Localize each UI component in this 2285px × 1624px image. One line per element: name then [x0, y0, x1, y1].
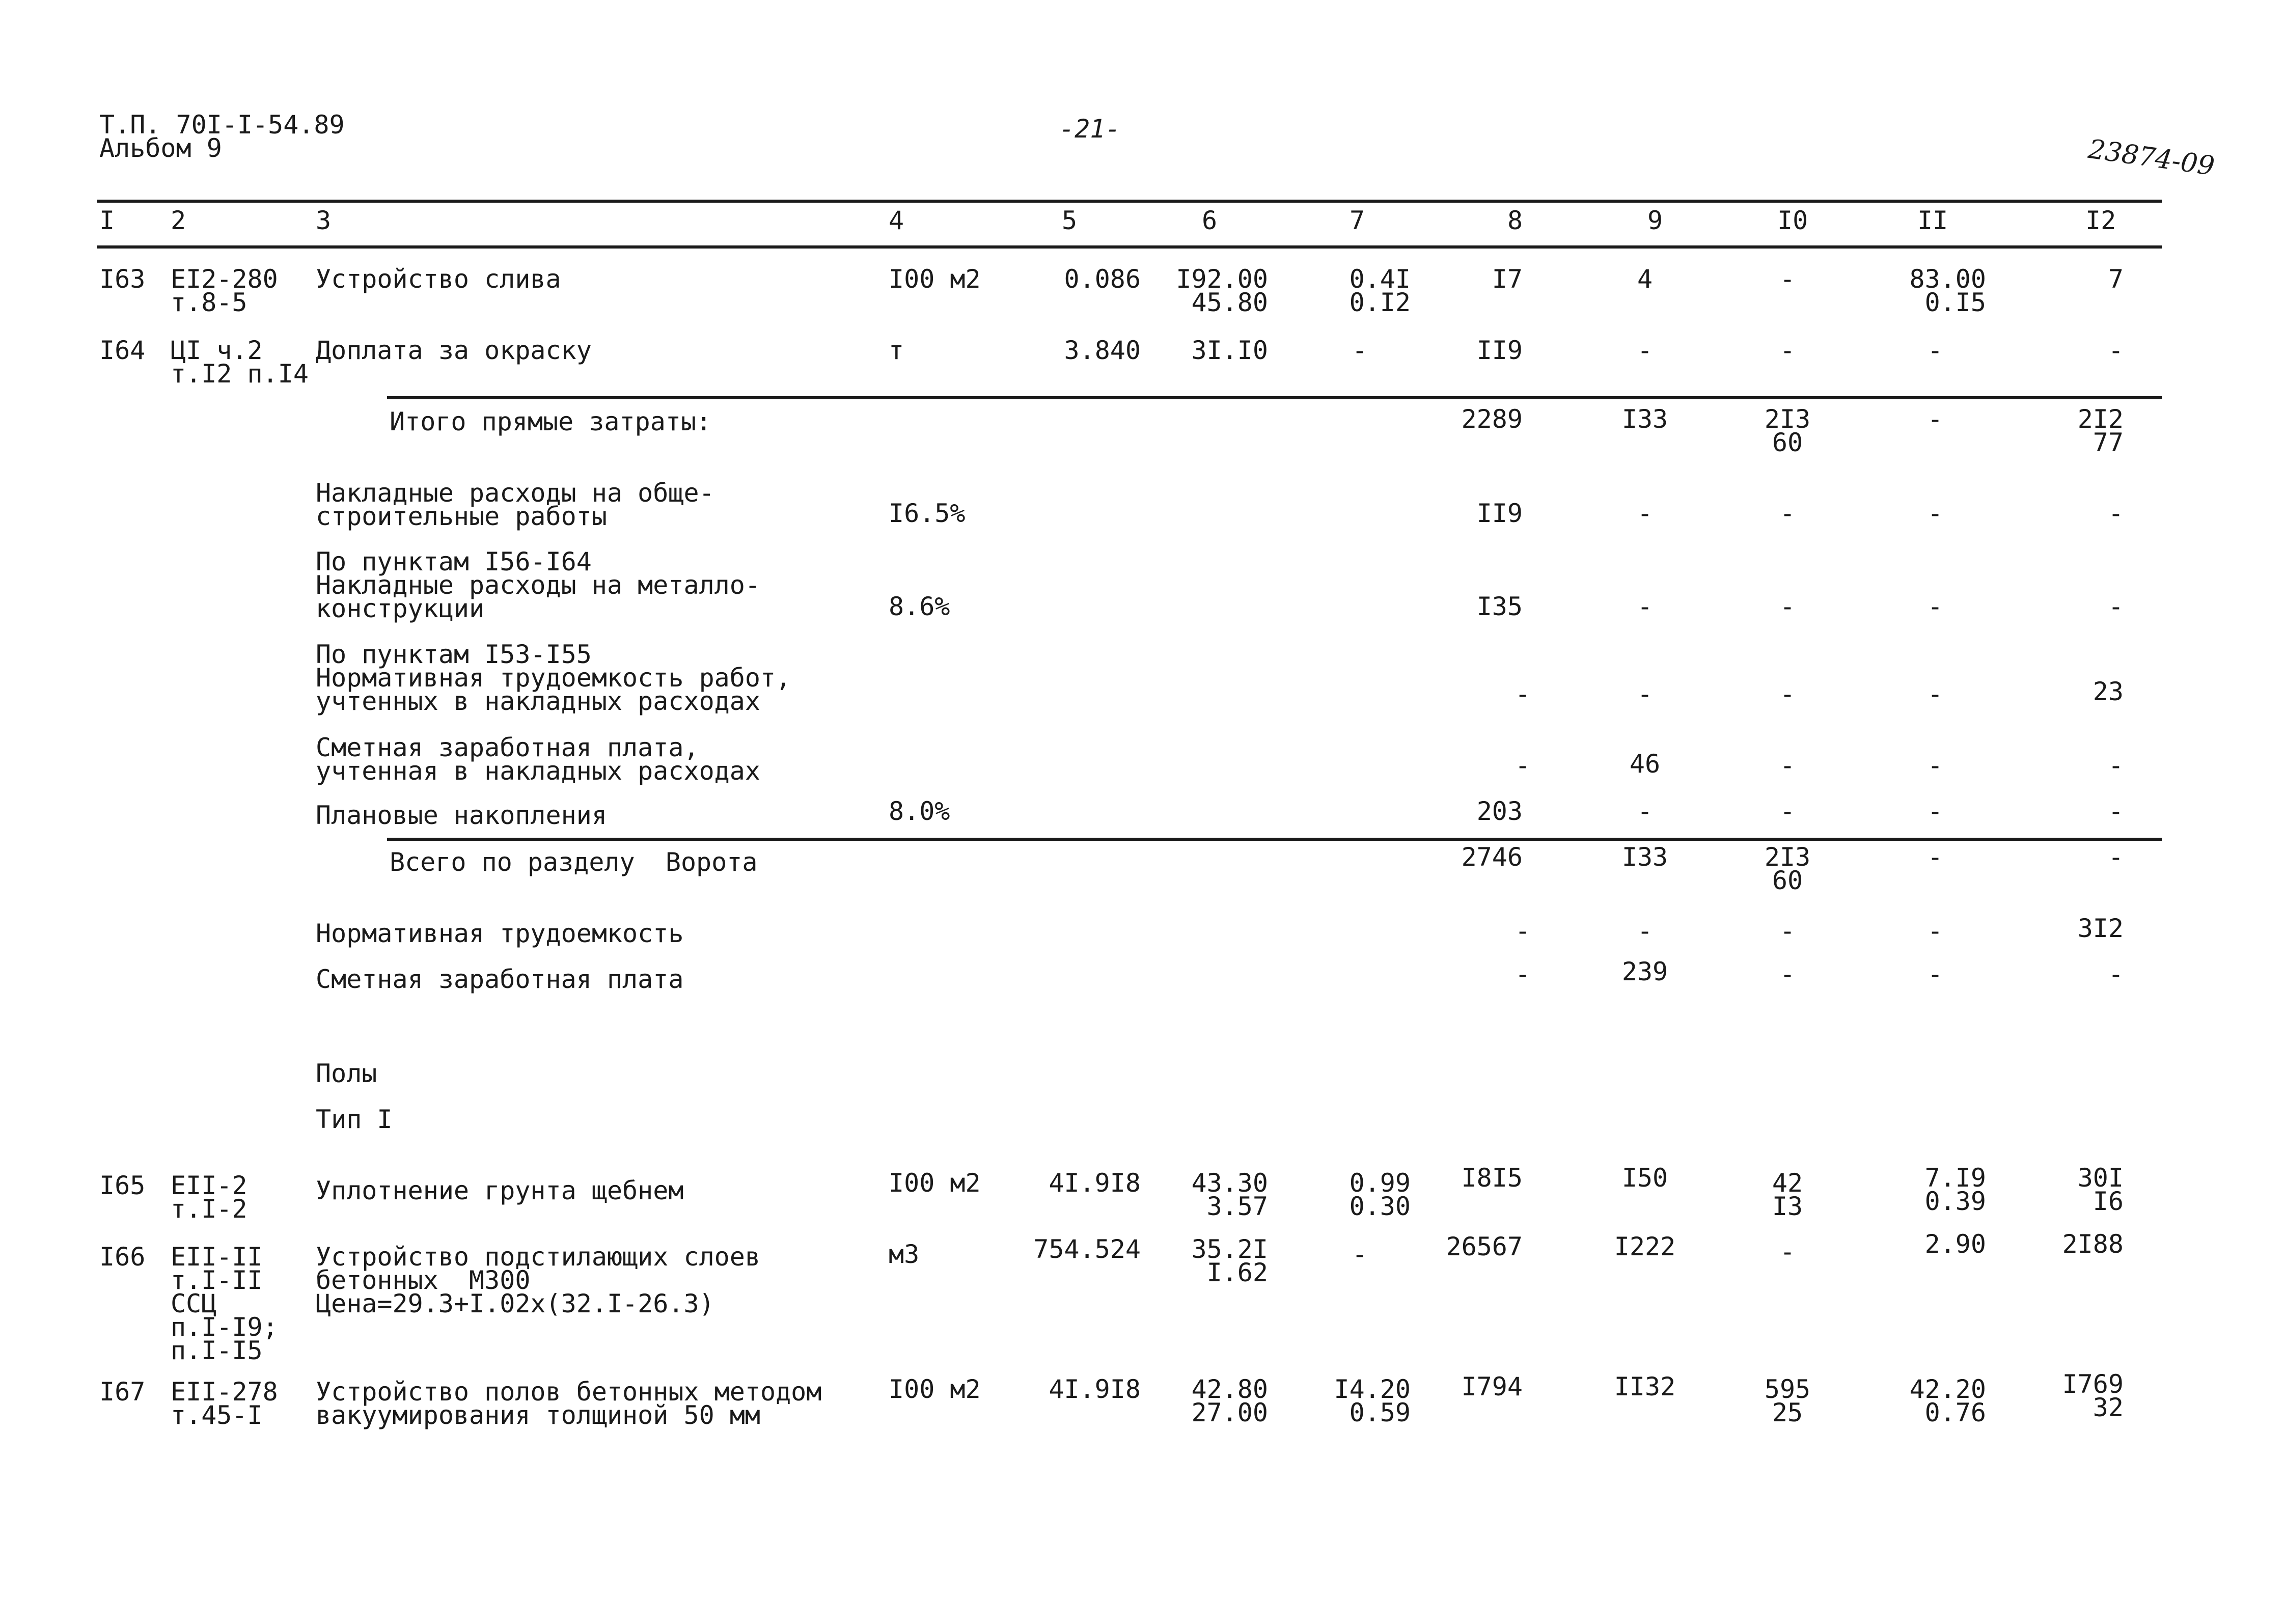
col10-value: -	[1779, 1237, 1796, 1267]
col10-value: -	[1779, 796, 1796, 826]
col10-value: 42	[1772, 1168, 1803, 1198]
quantity: 4I.9I8	[1049, 1168, 1141, 1198]
col11-subvalue: 0.39	[1924, 1187, 1986, 1216]
quantity: 3.840	[1064, 336, 1141, 365]
norm-reference: ССЦ	[171, 1289, 217, 1318]
col-header-10: I0	[1777, 206, 1808, 235]
col8-value: 203	[1476, 796, 1523, 826]
rate: 8.0%	[889, 796, 950, 826]
col11-value: -	[1927, 842, 1943, 872]
col11-value: -	[1927, 959, 1943, 989]
row-label-line: учтенная в накладных расходах	[316, 756, 760, 786]
row-label-line: По пунктам I56-I64	[316, 547, 592, 576]
table-top-rule	[97, 200, 2162, 203]
col8-value: I7	[1492, 264, 1523, 294]
col10-value: -	[1779, 959, 1796, 989]
row-number: I67	[99, 1377, 146, 1407]
col12-value: 2I88	[2062, 1229, 2124, 1259]
row-label-line: строительные работы	[316, 502, 607, 531]
work-name: Уплотнение грунта щебнем	[316, 1176, 684, 1205]
col12-value: -	[2108, 751, 2124, 780]
col9-value: I50	[1621, 1163, 1668, 1193]
col10-value: -	[1779, 592, 1796, 621]
row-label: Сметная заработная плата	[316, 965, 684, 994]
col11-value: -	[1927, 679, 1943, 709]
work-name: Устройство подстилающих слоев	[316, 1242, 760, 1272]
col10-value: -	[1779, 499, 1796, 528]
col10-subvalue: I3	[1772, 1192, 1803, 1221]
norm-table: т.I-2	[171, 1194, 247, 1224]
col10-value: 595	[1764, 1374, 1811, 1404]
unit: I00 м2	[889, 264, 981, 294]
row-label-line: учтенных в накладных расходах	[316, 686, 760, 716]
col9-value: 239	[1621, 957, 1668, 986]
col10-value: -	[1779, 916, 1796, 946]
col12-value: -	[2108, 499, 2124, 528]
col12-value: -	[2108, 796, 2124, 826]
col-header-3: 3	[316, 206, 332, 235]
col9-value: I222	[1614, 1232, 1676, 1261]
col9-value: -	[1637, 679, 1653, 709]
col12-value: 23	[2093, 677, 2124, 706]
col12-subvalue: 32	[2093, 1393, 2124, 1422]
subtotal-rule	[387, 396, 2162, 399]
section-total-label: Всего по разделу Ворота	[390, 847, 758, 877]
album-label: Альбом 9	[99, 133, 222, 163]
col7-value: 0.99	[1349, 1168, 1411, 1198]
col10-subvalue: 25	[1772, 1398, 1803, 1427]
quantity: 4I.9I8	[1049, 1374, 1141, 1404]
row-number: I63	[99, 264, 146, 294]
norm-code: EII-II	[171, 1242, 263, 1272]
col12-value: 30I	[2077, 1163, 2124, 1193]
col7-subvalue: 0.30	[1349, 1192, 1411, 1221]
col6-value: 42.80	[1191, 1374, 1268, 1404]
row-label-line: Накладные расходы на обще-	[316, 478, 714, 508]
col6-value: I92.00	[1176, 264, 1268, 294]
col8-value: II9	[1476, 336, 1523, 365]
col7-subvalue: 0.I2	[1349, 288, 1411, 317]
row-number: I66	[99, 1242, 146, 1272]
unit: I00 м2	[889, 1374, 981, 1404]
col10-subvalue: 60	[1772, 428, 1803, 457]
col-header-2: 2	[171, 206, 186, 235]
col-header-9: 9	[1647, 206, 1663, 235]
col11-value: 7.I9	[1924, 1163, 1986, 1193]
col11-value: -	[1927, 499, 1943, 528]
col7-value: -	[1352, 1240, 1368, 1269]
subtotal-label: Итого прямые затраты:	[390, 407, 712, 436]
col10-value: 2I3	[1764, 404, 1811, 434]
col11-value: -	[1927, 916, 1943, 946]
col9-value: 4	[1637, 264, 1653, 294]
norm-table: т.I-II	[171, 1265, 263, 1295]
page-number: -21-	[1059, 114, 1121, 144]
col11-value: -	[1927, 592, 1943, 621]
col6-subvalue: 45.80	[1191, 288, 1268, 317]
col6-value: 35.2I	[1191, 1234, 1268, 1264]
row-label: Плановые накопления	[316, 801, 607, 830]
col12-value: 2I2	[2077, 404, 2124, 434]
section-subtitle: Тип I	[316, 1105, 393, 1134]
col9-value: -	[1637, 916, 1653, 946]
row-label-line: Нормативная трудоемкость работ,	[316, 663, 791, 693]
col10-subvalue: 60	[1772, 866, 1803, 895]
col11-subvalue: 0.I5	[1924, 288, 1986, 317]
row-label-line: конструкции	[316, 594, 485, 623]
col11-value: -	[1927, 404, 1943, 434]
row-label: Нормативная трудоемкость	[316, 919, 684, 948]
col8-value: -	[1515, 959, 1531, 989]
col6-subvalue: 27.00	[1191, 1398, 1268, 1427]
work-name: Доплата за окраску	[316, 336, 592, 365]
col11-value: -	[1927, 751, 1943, 780]
col11-value: 2.90	[1924, 1229, 1986, 1259]
col12-value: -	[2108, 959, 2124, 989]
col11-value: -	[1927, 336, 1943, 365]
header-bottom-rule	[97, 245, 2162, 249]
col6-subvalue: 3.57	[1206, 1192, 1268, 1221]
col12-value: -	[2108, 842, 2124, 872]
unit: м3	[889, 1240, 920, 1269]
col12-value: 7	[2108, 264, 2124, 294]
norm-table: т.45-I	[171, 1400, 263, 1430]
col11-value: 42.20	[1909, 1374, 1986, 1404]
work-name: бетонных М300	[316, 1265, 531, 1295]
col9-value: II32	[1614, 1372, 1676, 1401]
col-header-5: 5	[1062, 206, 1078, 235]
col12-value: -	[2108, 592, 2124, 621]
work-name: Устройство слива	[316, 264, 561, 294]
norm-code: ЦI ч.2	[171, 336, 263, 365]
col-header-8: 8	[1507, 206, 1523, 235]
col8-value: I794	[1461, 1372, 1523, 1401]
col9-value: -	[1637, 796, 1653, 826]
quantity: 0.086	[1064, 264, 1141, 294]
col12-value: I769	[2062, 1369, 2124, 1399]
work-name: вакуумирования толщиной 50 мм	[316, 1400, 760, 1430]
col7-value: I4.20	[1334, 1374, 1411, 1404]
row-label-line: По пунктам I53-I55	[316, 640, 592, 669]
section-total-rule	[387, 838, 2162, 841]
col9-value: -	[1637, 499, 1653, 528]
col11-subvalue: 0.76	[1924, 1398, 1986, 1427]
col8-value: -	[1515, 751, 1531, 780]
norm-code: EI2-280	[171, 264, 278, 294]
col7-subvalue: 0.59	[1349, 1398, 1411, 1427]
col-header-4: 4	[889, 206, 904, 235]
col12-subvalue: 77	[2093, 428, 2124, 457]
col8-value: I8I5	[1461, 1163, 1523, 1193]
col6-value: 43.30	[1191, 1168, 1268, 1198]
col-header-1: I	[99, 206, 115, 235]
price-formula: Цена=29.3+I.02х(32.I-26.3)	[316, 1289, 714, 1318]
col9-value: I33	[1621, 404, 1668, 434]
col-header-11: II	[1917, 206, 1948, 235]
col10-value: -	[1779, 751, 1796, 780]
rate: I6.5%	[889, 499, 966, 528]
col-header-7: 7	[1350, 206, 1365, 235]
col11-value: -	[1927, 796, 1943, 826]
col6-value: 3I.I0	[1191, 336, 1268, 365]
col8-value: 26567	[1446, 1232, 1523, 1261]
project-code: Т.П. 70I-I-54.89	[99, 110, 345, 140]
norm-reference: п.I-I9;	[171, 1312, 278, 1342]
col12-value: -	[2108, 336, 2124, 365]
rate: 8.6%	[889, 592, 950, 621]
col6-subvalue: I.62	[1206, 1258, 1268, 1287]
norm-code: EII-2	[171, 1171, 247, 1200]
norm-reference: п.I-I5	[171, 1336, 263, 1365]
col8-value: 2289	[1461, 404, 1523, 434]
col8-value: -	[1515, 679, 1531, 709]
col9-value: 46	[1629, 749, 1661, 779]
col-header-12: I2	[2085, 206, 2116, 235]
col9-value: I33	[1621, 842, 1668, 872]
norm-code: EII-278	[171, 1377, 278, 1407]
row-label-line: Накладные расходы на металло-	[316, 570, 760, 600]
col12-value: 3I2	[2077, 914, 2124, 943]
col11-value: 83.00	[1909, 264, 1986, 294]
col7-value: 0.4I	[1349, 264, 1411, 294]
section-title: Полы	[316, 1059, 377, 1088]
col10-value: -	[1779, 679, 1796, 709]
row-number: I65	[99, 1171, 146, 1200]
col7-value: -	[1352, 336, 1368, 365]
inventory-number: 23874-09	[2086, 133, 2217, 182]
col10-value: -	[1779, 264, 1796, 294]
norm-table: т.8-5	[171, 288, 247, 317]
work-name: Устройство полов бетонных методом	[316, 1377, 822, 1407]
col10-value: 2I3	[1764, 842, 1811, 872]
col12-subvalue: I6	[2093, 1187, 2124, 1216]
col8-value: -	[1515, 916, 1531, 946]
unit: I00 м2	[889, 1168, 981, 1198]
col10-value: -	[1779, 336, 1796, 365]
row-number: I64	[99, 336, 146, 365]
quantity: 754.524	[1033, 1234, 1141, 1264]
col-header-6: 6	[1202, 206, 1218, 235]
col8-value: 2746	[1461, 842, 1523, 872]
unit: т	[889, 336, 904, 365]
norm-table: т.I2 п.I4	[171, 359, 309, 389]
col9-value: -	[1637, 336, 1653, 365]
col8-value: II9	[1476, 499, 1523, 528]
col9-value: -	[1637, 592, 1653, 621]
row-label-line: Сметная заработная плата,	[316, 733, 699, 762]
col8-value: I35	[1476, 592, 1523, 621]
